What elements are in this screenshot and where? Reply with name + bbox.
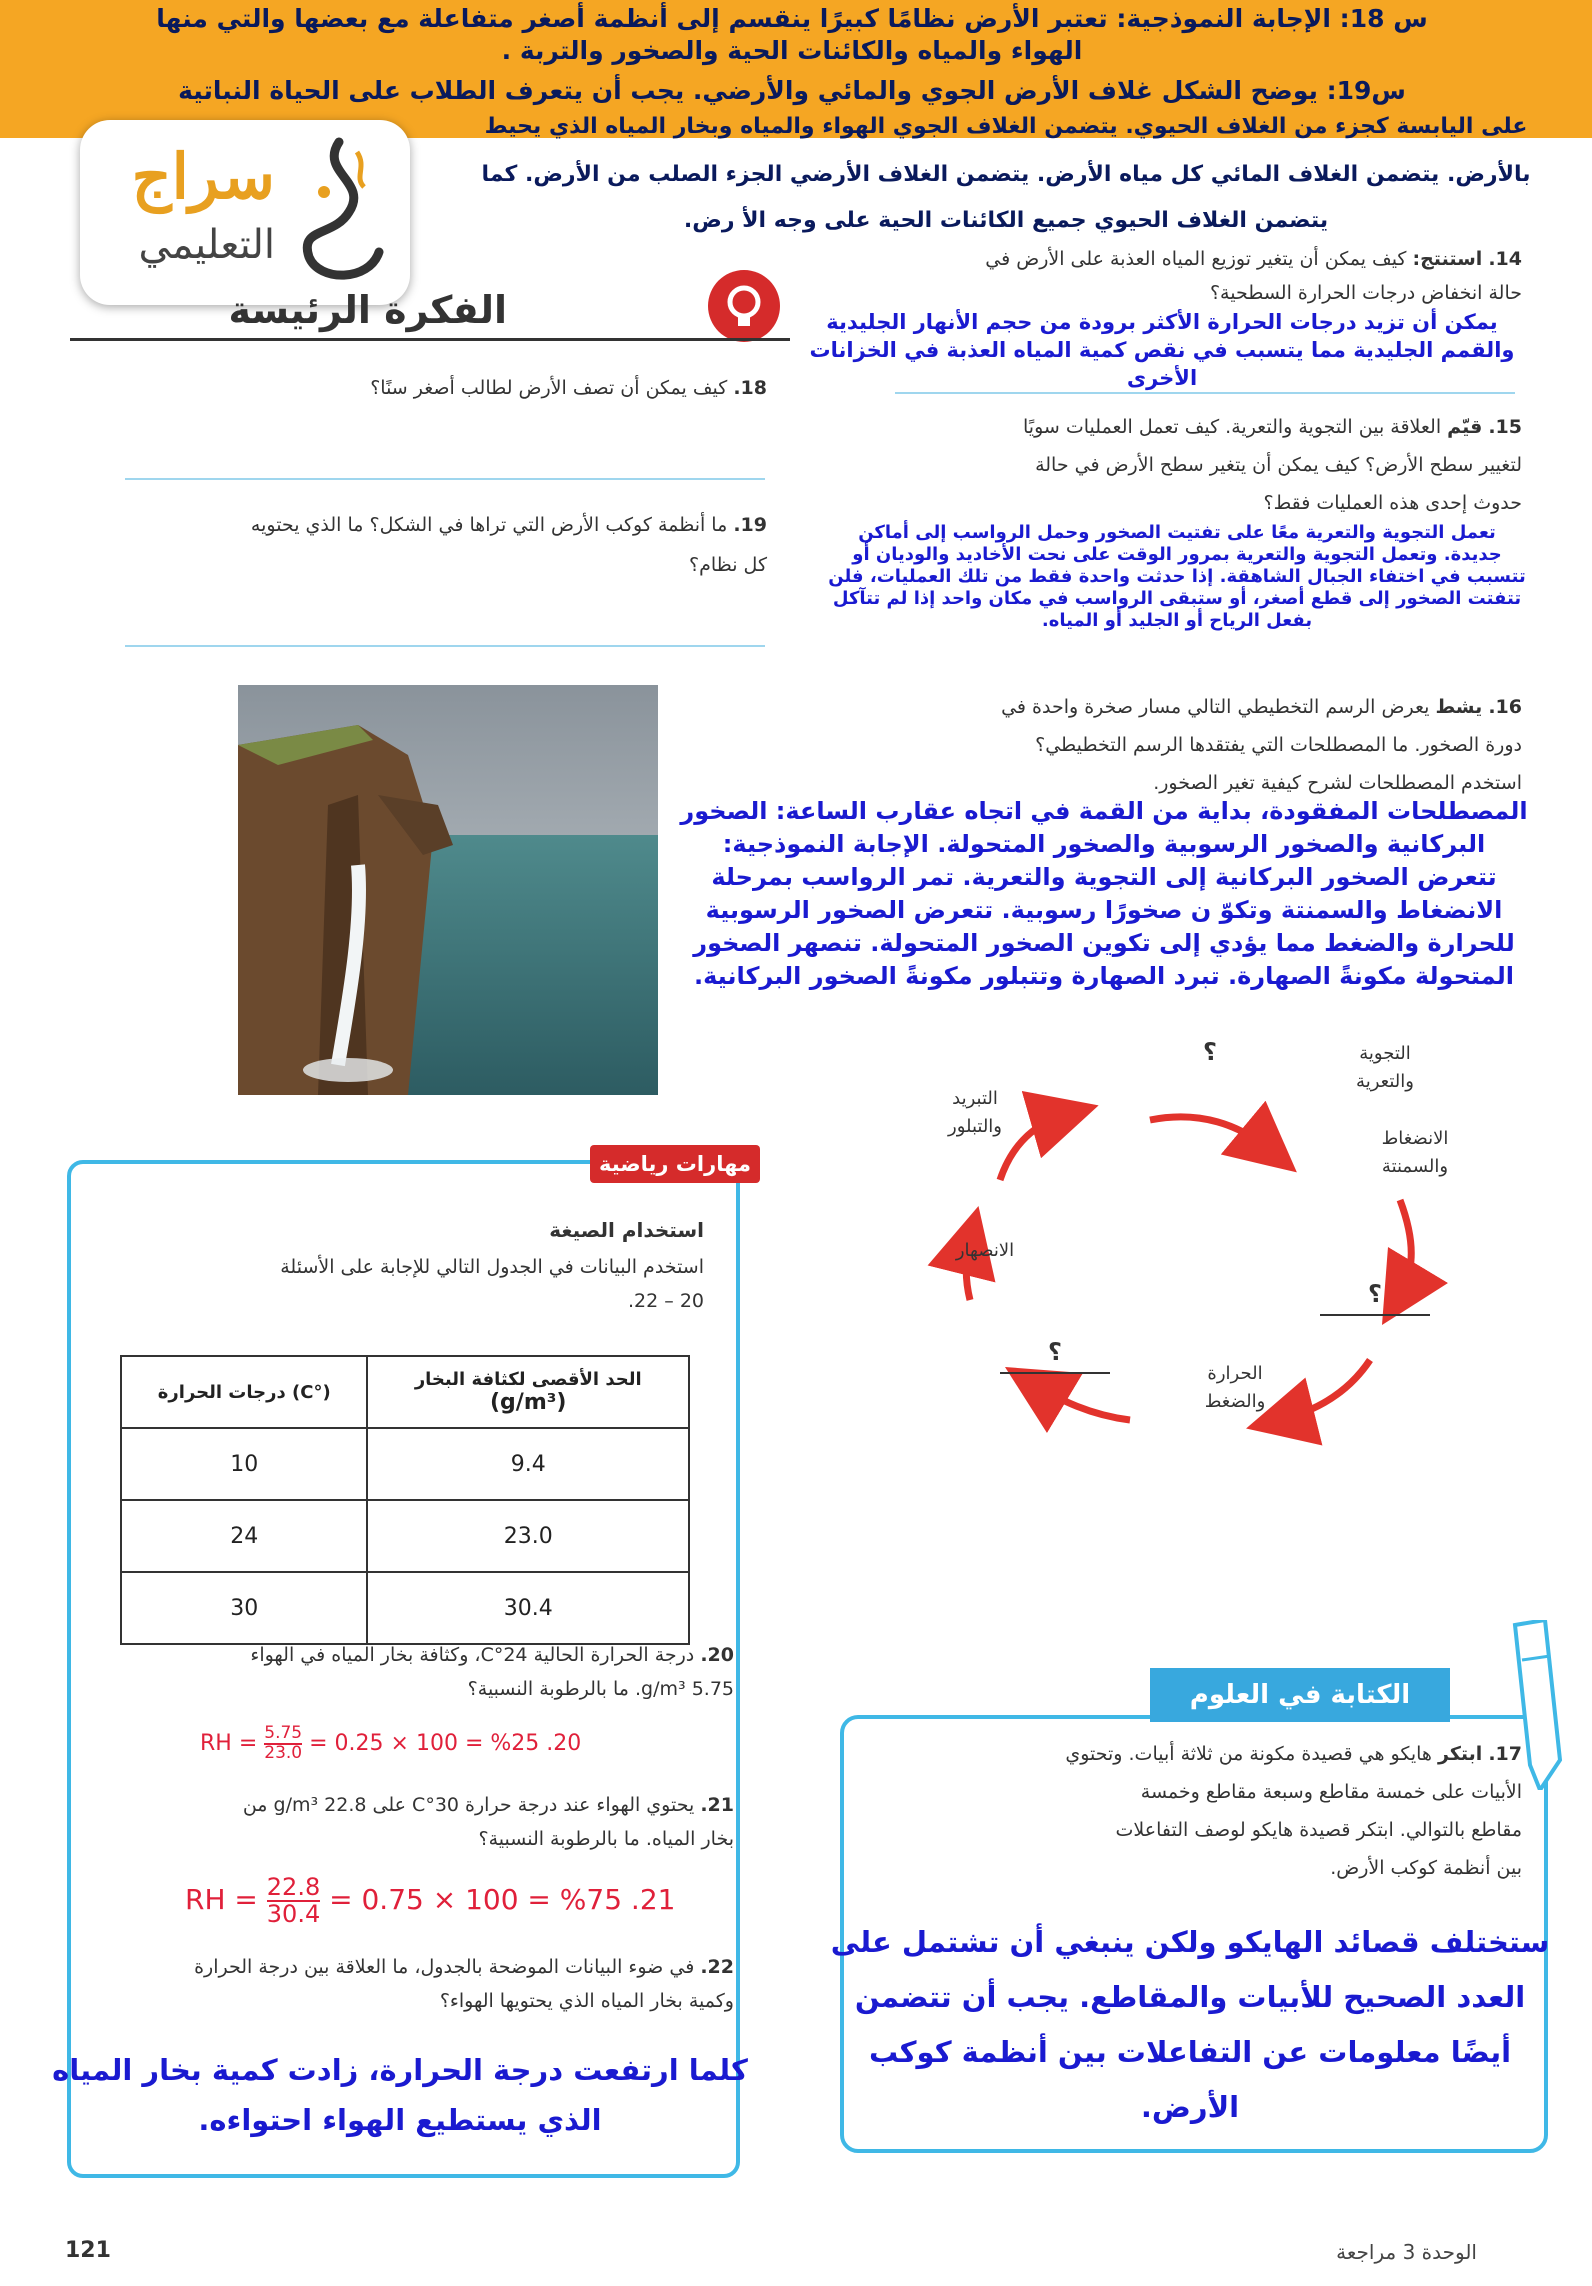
cycle-label-melting: الانصهار xyxy=(955,1240,1015,1261)
section-rule xyxy=(70,338,790,341)
table-row xyxy=(121,1428,689,1500)
answer-line xyxy=(125,478,765,480)
answer-line xyxy=(125,645,765,647)
cycle-label-cooling: التبريد والتبلور xyxy=(948,1088,1002,1137)
table-row xyxy=(121,1572,689,1644)
table-header: (°C) درجات الحرارة xyxy=(121,1356,367,1428)
question-22: 22. في ضوء البيانات الموضحة بالجدول، ما العلاقة بين درجة الحرارة وكمية بخار المياه الذي يحتويها الهواء؟ xyxy=(194,1956,734,2012)
table-header-row xyxy=(121,1356,689,1428)
cycle-missing: ؟ xyxy=(1048,1338,1062,1366)
math-intro: استخدم البيانات في الجدول التالي للإجابة على الأسئلة 20 – 22. xyxy=(280,1256,704,1312)
table-cell: 30.4 xyxy=(367,1572,689,1644)
answer-16: المصطلحات المفقودة، بداية من القمة في اتجاه عقارب الساعة: الصخور البركانية والصخور الرسوبية والصخور المتحولة. الإجابة النموذجية: تتعرض الصخور البركانية إلى التجوية والتعرية. تمر الرواسب بمرحلة الانضغاط والسمنتة وتكوّ ن صخورًا رسوبية. تتعرض الصخور الرسوبية للحرارة والضغط مما يؤدي إلى تكوين الصخور المتحولة. تنصهر الصخور المتحولة مكونةً الصهارة. تبرد الصهارة وتتبلور مكونةً الصخور البركانية. xyxy=(680,797,1528,990)
cycle-arrow xyxy=(1400,1200,1411,1295)
logo-name: سراج xyxy=(131,140,275,213)
math-heading: استخدام الصيغة xyxy=(549,1218,704,1242)
cycle-label-compaction: الانضغاط والسمنتة xyxy=(1381,1128,1449,1177)
equation-20: RH = $\frac{5.75}{23.0}$ = 0.25 × 100 = %25 .20 xyxy=(200,1723,582,1763)
vapor-density-table xyxy=(120,1355,690,1645)
answer-17: ستختلف قصائد الهايكو ولكن ينبغي أن تشتمل على العدد الصحيح للأبيات والمقاطع. يجب أن تتضمن أيضًا معلومات عن التفاعلات بين أنظمة كوكب الأرض. xyxy=(830,1925,1550,2124)
table-row xyxy=(121,1500,689,1572)
question-15: 15. قيّم العلاقة بين التجوية والتعرية. كيف تعمل العمليات سويًا لتغيير سطح الأرض؟ كيف يمكن أن يتغير سطح الأرض في حالة حدوث إحدى هذه العمليات فقط؟ xyxy=(1023,416,1522,514)
answer-14: يمكن أن تزيد درجات الحرارة الأكثر برودة من حجم الأنهار الجليدية والقمم الجليدية مما يتسبب في نقص كمية المياه العذبة في الخزانات الأخرى xyxy=(809,310,1515,390)
cycle-missing: ؟ xyxy=(1203,1038,1217,1066)
calligraphy-icon xyxy=(279,132,394,292)
writing-tag: الكتابة في العلوم xyxy=(1150,1668,1450,1722)
answer-15: تعمل التجوية والتعرية معًا على تفتيت الصخور وحمل الرواسب إلى أماكن جديدة. وتعمل التجوية والتعرية بمرور الوقت على نحت الأخاديد والوديان أو تتسبب في اختفاء الجبال الشاهقة. إذا حدثت واحدة فقط من تلك العمليات، فلن تتفتت الصخور إلى قطع أصغر، أو ستبقى الرواسب في مكان واحد إذا لم تتآكل بفعل الرياح أو الجليد أو المياه. xyxy=(828,522,1526,631)
cycle-missing: ؟ xyxy=(1368,1280,1382,1308)
banner-line: على اليابسة كجزء من الغلاف الحيوي. يتضمن الغلاف الجوي الهواء والمياه وبخار المياه الذي يحيط xyxy=(484,114,1528,139)
equation-21: RH = $\frac{22.8}{30.4}$ = 0.75 × 100 = %75 .21 xyxy=(185,1873,676,1929)
table-cell: 30 xyxy=(121,1572,367,1644)
cycle-label-weathering: التجوية والتعرية xyxy=(1356,1043,1414,1092)
table-cell: 9.4 xyxy=(367,1428,689,1500)
question-14: 14. استنتج: كيف يمكن أن يتغير توزيع المياه العذبة على الأرض في حالة انخفاض درجات الحرارة السطحية؟ xyxy=(985,248,1522,304)
logo-subtitle: التعليمي xyxy=(138,222,275,268)
table-cell: 23.0 xyxy=(367,1500,689,1572)
banner-line: بالأرض. يتضمن الغلاف المائي كل مياه الأرض. يتضمن الغلاف الأرضي الجزء الصلب من الأرض. كما xyxy=(481,162,1531,187)
question-19: 19. ما أنظمة كوكب الأرض التي تراها في الشكل؟ ما الذي يحتويه كل نظام؟ xyxy=(250,514,767,576)
logo xyxy=(80,120,410,305)
answer-line xyxy=(895,392,1515,394)
question-20: 20. درجة الحرارة الحالية 24°C، وكثافة بخار المياه في الهواء 5.75 g/m³. ما بالرطوبة النسبية؟ xyxy=(250,1644,734,1700)
cycle-arrow xyxy=(1150,1117,1270,1150)
table-cell: 24 xyxy=(121,1500,367,1572)
question-17: 17. ابتكر هايكو هي قصيدة مكونة من ثلاثة أبيات. وتحتوي الأبيات على خمسة مقاطع وسبعة مقاطع وخمسة مقاطع بالتوالي. ابتكر قصيدة هايكو لوصف التفاعلات بين أنظمة كوكب الأرض. xyxy=(1065,1743,1522,1879)
waterfall-cliff-photo xyxy=(238,685,658,1095)
banner-line: الهواء والمياه والكائنات الحية والصخور والتربة . xyxy=(501,36,1083,65)
question-16: 16. يشط يعرض الرسم التخطيطي التالي مسار صخرة واحدة في دورة الصخور. ما المصطلحات التي يفتقدها الرسم التخطيطي؟ استخدم المصطلحات لشرح كيفية تغير الصخور. xyxy=(1001,696,1522,794)
banner-line: س 18: الإجابة النموذجية: تعتبر الأرض نظامًا كبيرًا ينقسم إلى أنظمة أصغر متفاعلة مع بعضها والتي منها xyxy=(156,4,1428,33)
cycle-arrow xyxy=(1280,1360,1370,1420)
footer-unit: الوحدة 3 مراجعة xyxy=(1336,2240,1477,2264)
page-number: 121 xyxy=(65,2238,111,2263)
cycle-arrow xyxy=(1035,1385,1130,1420)
banner-line: س19: يوضح الشكل غلاف الأرض الجوي والمائي والأرضي. يجب أن يتعرف الطلاب على الحياة النباتية xyxy=(178,76,1406,105)
math-skills-tag: مهارات رياضية xyxy=(590,1145,760,1183)
question-21: 21. يحتوي الهواء عند درجة حرارة 30°C على 22.8 g/m³ من بخار المياه. ما بالرطوبة النسبية؟ xyxy=(242,1794,734,1850)
section-title: الفكرة الرئيسة xyxy=(228,288,507,332)
banner-line: يتضمن الغلاف الحيوي جميع الكائنات الحية على وجه الأ رض. xyxy=(683,208,1329,233)
cycle-label-heat: الحرارة والضغط xyxy=(1204,1363,1266,1412)
table-header: الحد الأقصى لكثافة البخار (g/m³) xyxy=(367,1356,689,1428)
answer-22: كلما ارتفعت درجة الحرارة، زادت كمية بخار المياه الذي يستطيع الهواء احتواءه. xyxy=(52,2053,748,2137)
question-18: 18. كيف يمكن أن تصف الأرض لطالب أصغر سنًا؟ xyxy=(370,377,767,399)
table-cell: 10 xyxy=(121,1428,367,1500)
